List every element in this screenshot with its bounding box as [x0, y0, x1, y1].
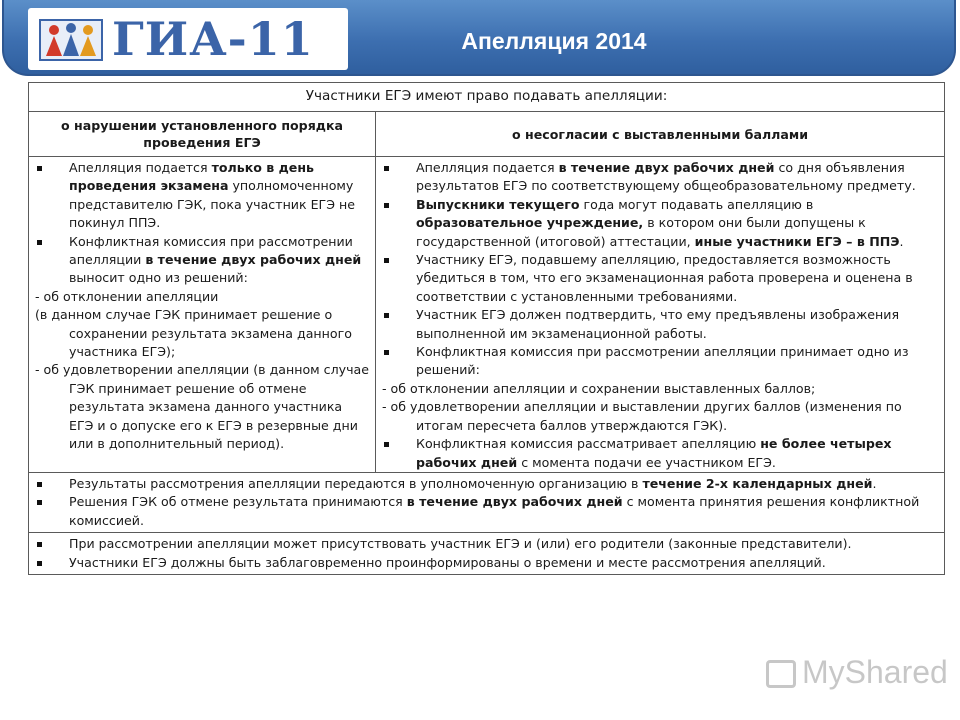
page-title: Апелляция 2014 — [461, 28, 647, 54]
list-item: Участнику ЕГЭ, подавшему апелляцию, предоставляется возможность убедиться в том, что его экзаменационная работа проверена и оценена в соответствии с установленными требованиями. — [380, 251, 938, 306]
presentation-icon — [766, 660, 796, 688]
watermark-text: MyShared — [802, 654, 948, 690]
presence-cell — [29, 533, 945, 575]
decision-line: - об удовлетворении апелляции (в данном случае ГЭК принимает решение об отмене результата экзамена данного участника ЕГЭ и о допуске его к ЕГЭ в резервные дни или в дополнительный период). — [35, 362, 370, 452]
header-banner — [2, 0, 956, 76]
list-item: Участник ЕГЭ должен подтвердить, что ему предъявлены изображения выполненной им экзаменационной работы. — [380, 306, 938, 343]
list-item: При рассмотрении апелляции может присутствовать участник ЕГЭ и (или) его родители (законные представители). — [33, 535, 938, 553]
column-title-disagreement: о несогласии с выставленными баллами — [376, 112, 945, 157]
disagreement-cell — [376, 157, 945, 473]
appeal-table — [28, 82, 945, 575]
logo-people-icon — [36, 16, 106, 64]
decision-line: (в данном случае ГЭК принимает решение о сохранении результата экзамена данного участника ЕГЭ); — [35, 307, 352, 360]
list-item: Апелляция подается только в день проведения экзамена уполномоченному представителю ГЭК, пока участник ЕГЭ не покинул ППЭ. — [33, 159, 369, 233]
list-item: Конфликтная комиссия при рассмотрении апелляции в течение двух рабочих дней выносит одно из решений: — [33, 233, 369, 288]
list-item: Апелляция подается в течение двух рабочих дней со дня объявления результатов ЕГЭ по соответствующему общеобразовательному предмету. — [380, 159, 938, 196]
table-heading: Участники ЕГЭ имеют право подавать апелляции: — [29, 83, 945, 112]
decision-line: - об отклонении апелляции и сохранении выставленных баллов; — [382, 380, 816, 396]
list-item: Участники ЕГЭ должны быть заблаговременно проинформированы о времени и месте рассмотрения апелляций. — [33, 554, 938, 572]
list-item: Решения ГЭК об отмене результата принимаются в течение двух рабочих дней с момента принятия решения конфликтной комиссией. — [33, 493, 938, 530]
decision-line: - об удовлетворении апелляции и выставлении других баллов (изменения по итогам пересчета баллов утверждаются ГЭК). — [382, 399, 902, 433]
list-item: Выпускники текущего года могут подавать апелляцию в образовательное учреждение, в котором они были допущены к государственной (итоговой) аттестации, иные участники ЕГЭ – в ППЭ. — [380, 196, 938, 251]
logo-text: ГИА-11 — [112, 12, 314, 66]
column-title-violation: о нарушении установленного порядка проведения ЕГЭ — [29, 112, 376, 157]
list-item: Результаты рассмотрения апелляции передаются в уполномоченную организацию в течение 2-х календарных дней. — [33, 475, 938, 493]
violation-cell — [29, 157, 376, 473]
logo — [28, 8, 348, 70]
list-item: Конфликтная комиссия рассматривает апелляцию не более четырех рабочих дней с момента подачи ее участником ЕГЭ. — [380, 435, 938, 472]
results-cell — [29, 472, 945, 532]
list-item: Конфликтная комиссия при рассмотрении апелляции принимает одно из решений: — [380, 343, 938, 380]
decision-line: - об отклонении апелляции — [35, 288, 219, 304]
watermark — [764, 650, 948, 696]
